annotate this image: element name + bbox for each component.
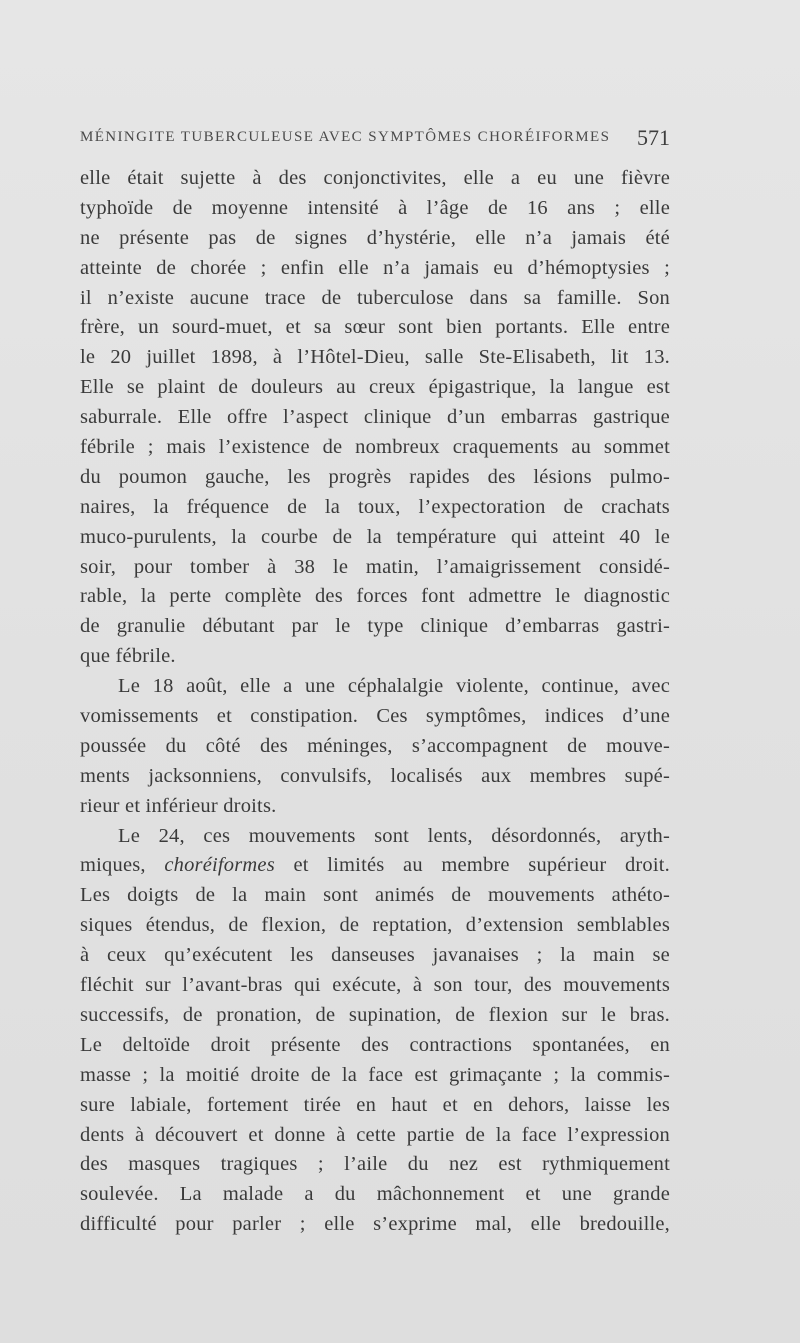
text-fragment: miques, [80, 854, 165, 877]
text-line: poussée du côté des méninges, s’accompagnent de mouve- [80, 734, 670, 757]
text-line: que fébrile. [80, 645, 176, 668]
text-line: il n’existe aucune trace de tuberculose dans sa famille. Son [80, 286, 670, 309]
text-line: atteinte de chorée ; enfin elle n’a jamais eu d’hémoptysies ; [80, 256, 670, 279]
text-line [80, 851, 670, 881]
text-line: naires, la fréquence de la toux, l’expectoration de crachats [80, 495, 670, 518]
text-line: sure labiale, fortement tirée en haut et en dehors, laisse les [80, 1093, 670, 1116]
text-line: de granulie débutant par le type clinique d’embarras gastri- [80, 615, 670, 638]
text-line: siques étendus, de flexion, de reptation, d’extension semblables [80, 914, 670, 937]
page-number: 571 [637, 125, 670, 150]
running-title: MÉNINGITE TUBERCULEUSE AVEC SYMPTÔMES CHORÉIFORMES [80, 129, 611, 145]
text-line: dents à découvert et donne à cette partie de la face l’expression [80, 1123, 670, 1146]
text-line: vomissements et constipation. Ces symptômes, indices d’une [80, 705, 670, 728]
text-line: fébrile ; mais l’existence de nombreux craquements au sommet [80, 436, 670, 459]
text-line: frère, un sourd-muet, et sa sœur sont bien portants. Elle entre [80, 316, 670, 339]
text-line: Les doigts de la main sont animés de mouvements athéto- [80, 884, 670, 907]
text-line: des masques tragiques ; l’aile du nez est rythmiquement [80, 1153, 670, 1176]
text-line: typhoïde de moyenne intensité à l’âge de 16 ans ; elle [80, 196, 670, 219]
text-line: du poumon gauche, les progrès rapides des lésions pulmo- [80, 465, 670, 488]
text-line: à ceux qu’exécutent les danseuses javanaises ; la main se [80, 944, 670, 967]
text-line: elle était sujette à des conjonctivites, elle a eu une fièvre [80, 167, 670, 189]
text-line: le 20 juillet 1898, à l’Hôtel-Dieu, salle Ste-Elisabeth, lit 13. [80, 346, 670, 369]
text-line: ne présente pas de signes d’hystérie, elle n’a jamais été [80, 226, 670, 249]
italic-term: choréiformes [164, 854, 275, 877]
text-line: Le deltoïde droit présente des contractions spontanées, en [80, 1033, 670, 1056]
text-line: Le 18 août, elle a une céphalalgie violente, continue, avec [118, 675, 670, 698]
text-line: fléchit sur l’avant-bras qui exécute, à son tour, des mouvements [80, 974, 670, 997]
text-fragment: et limités au membre supérieur droit. [274, 854, 670, 877]
text-line: rable, la perte complète des forces font admettre le diagnostic [80, 585, 670, 608]
text-line: masse ; la moitié droite de la face est grimaçante ; la commis- [80, 1063, 670, 1086]
text-line: Le 24, ces mouvements sont lents, désordonnés, aryth- [118, 824, 670, 847]
text-line: soulevée. La malade a du mâchonnement et une grande [80, 1183, 670, 1206]
running-head [80, 125, 670, 153]
text-line: muco-purulents, la courbe de la température qui atteint 40 le [80, 525, 670, 548]
text-line: Elle se plaint de douleurs au creux épigastrique, la langue est [80, 376, 670, 399]
text-line: difficulté pour parler ; elle s’exprime mal, elle bredouille, [80, 1213, 670, 1236]
text-line: rieur et inférieur droits. [80, 794, 277, 817]
text-line: successifs, de pronation, de supination, de flexion sur le bras. [80, 1003, 670, 1026]
text-line: soir, pour tomber à 38 le matin, l’amaigrissement considé- [80, 555, 670, 578]
text-line: ments jacksonniens, convulsifs, localisés aux membres supé- [80, 764, 670, 787]
text-line: saburrale. Elle offre l’aspect clinique d’un embarras gastrique [80, 406, 670, 429]
body-text [80, 164, 670, 1240]
